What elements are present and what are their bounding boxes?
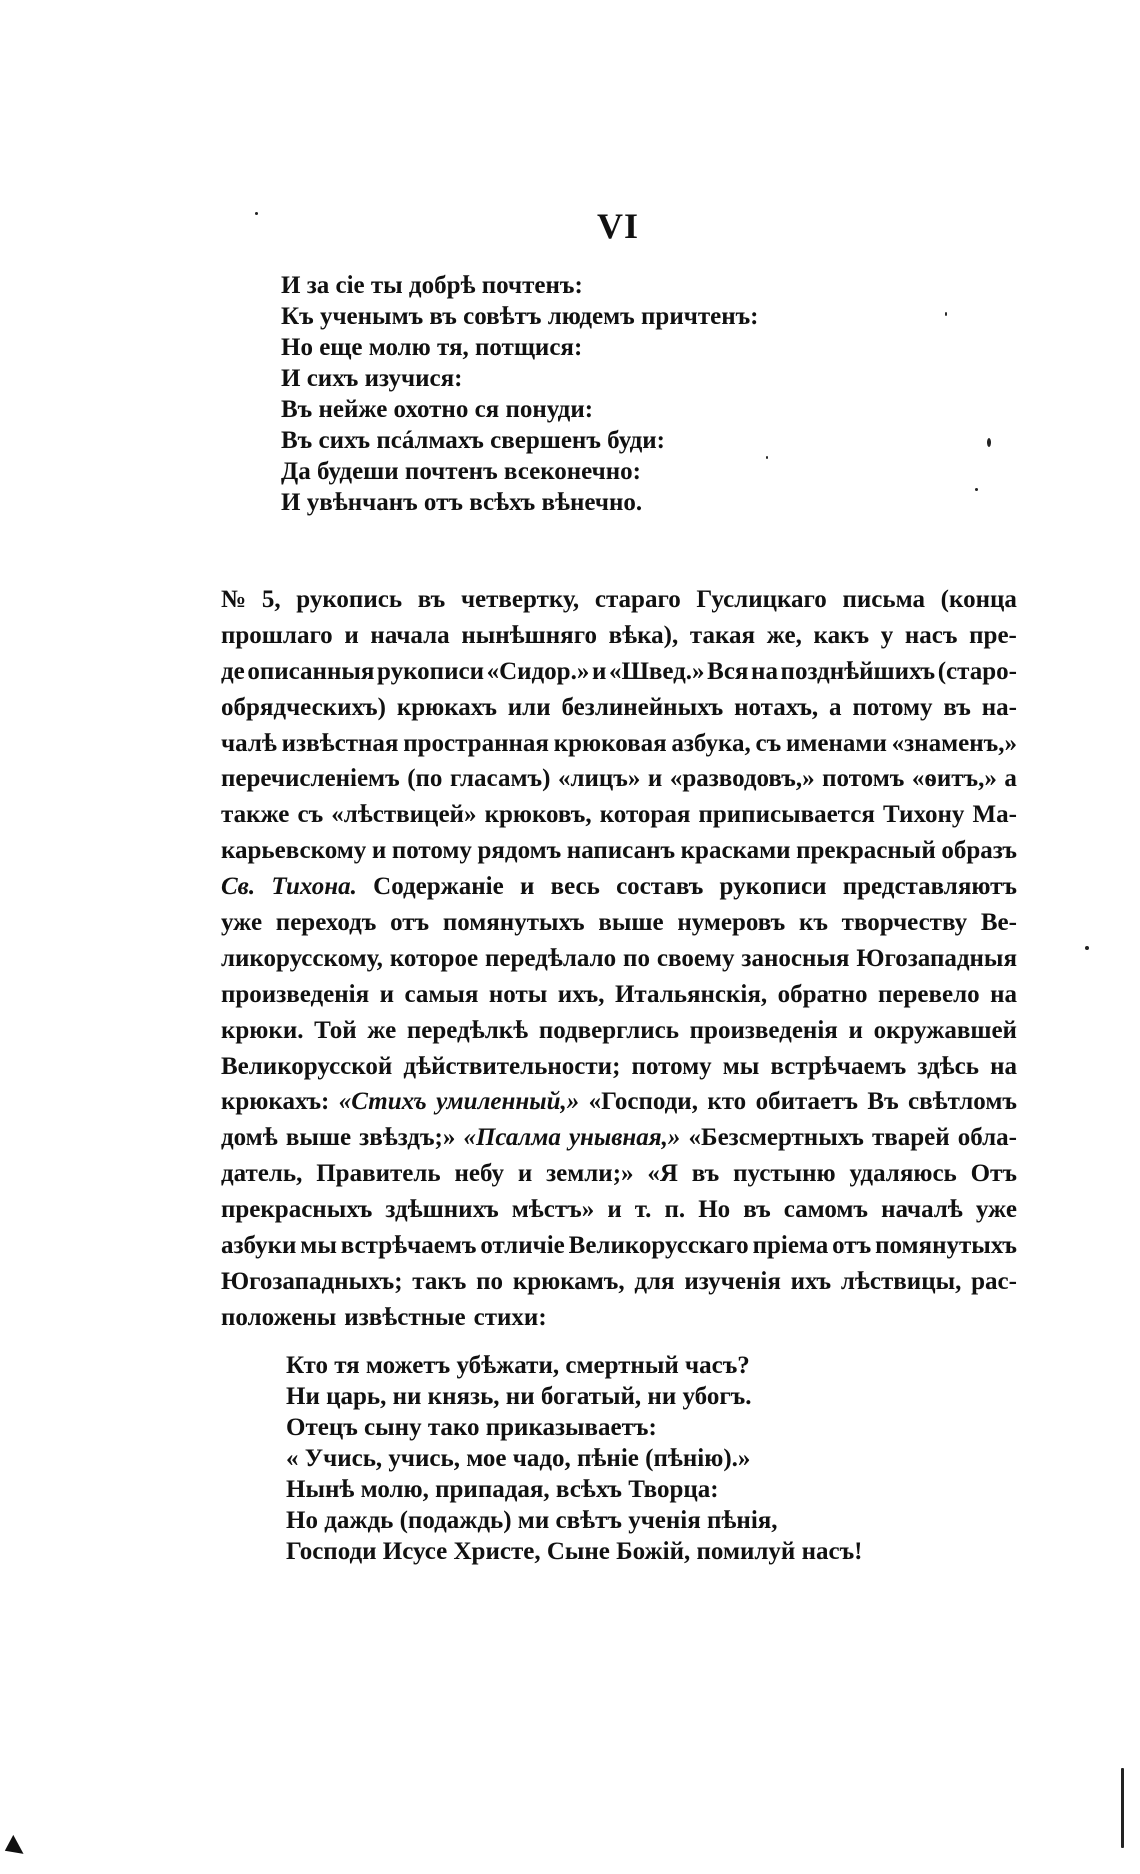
- verse-top: [281, 270, 759, 518]
- text-line: ликорусскому, которое передѣлало по своему заносныя Югозападныя: [221, 944, 1017, 972]
- page-number: VI: [597, 206, 640, 246]
- verse-line: Отецъ сыну тако приказываетъ:: [286, 1414, 657, 1441]
- verse-line: Но даждь (подаждь) ми свѣтъ ученія пѣнія,: [286, 1507, 778, 1534]
- verse-line: И сихъ изучися:: [281, 365, 463, 392]
- text-line: карьевскому и потому рядомъ написанъ красками прекрасный образъ: [221, 837, 1017, 865]
- verse-line: Да будеши почтенъ всеконечно:: [281, 458, 641, 485]
- speck: [255, 212, 258, 215]
- text-line: перечисленіемъ (по гласамъ) «лицъ» и «разводовъ,» потомъ «ѳитъ,» а: [221, 765, 1017, 793]
- paragraph: [221, 582, 1017, 1336]
- corner-mark-icon: [5, 1835, 29, 1859]
- verse-line: Нынѣ молю, припадая, всѣхъ Творца:: [286, 1476, 719, 1503]
- text-line: № 5, рукопись въ четвертку, стараго Гуслицкаго письма (конца: [221, 586, 1017, 613]
- text-line: де описанныя рукописи «Сидор.» и «Швед.» Вся на позднѣйшихъ (старо-: [221, 657, 1017, 685]
- verse-line: Къ ученымъ въ совѣтъ людемъ причтенъ:: [281, 303, 759, 330]
- verse-line: Въ сихъ псáлмахъ свершенъ буди:: [281, 427, 666, 454]
- text-line: положены извѣстные стихи:: [221, 1303, 547, 1331]
- text-line: азбуки мы встрѣчаемъ отличіе Великорусскаго пріема отъ помянутыхъ: [221, 1232, 1017, 1260]
- text-line: датель, Правитель небу и земли;» «Я въ пустыню удаляюсь Отъ: [221, 1160, 1017, 1188]
- verse-line: Въ нейже охотно ся понуди:: [281, 396, 594, 423]
- speck: [766, 456, 768, 459]
- speck: [1121, 1768, 1124, 1848]
- text-line: уже переходъ отъ помянутыхъ выше нумеровъ къ творчеству Ве-: [221, 909, 1017, 937]
- text-line: крюки. Той же передѣлкѣ подверглись произведенія и окружавшей: [221, 1016, 1017, 1044]
- text-line: чалѣ извѣстная пространная крюковая азбука, съ именами «знаменъ,»: [221, 729, 1017, 757]
- text-line: также съ «лѣствицей» крюковъ, которая приписывается Тихону Ма-: [221, 801, 1017, 829]
- speck: [975, 488, 978, 491]
- speck: [945, 312, 947, 316]
- text-line: домѣ выше звѣздъ;» «Псалма унывная,» «Безсмертныхъ тварей обла-: [221, 1124, 1017, 1152]
- verse-line: « Учись, учись, мое чадо, пѣніе (пѣнію).»: [286, 1445, 751, 1472]
- text-line: Югозападныхъ; такъ по крюкамъ, для изученія ихъ лѣствицы, рас-: [221, 1267, 1017, 1295]
- verse-line: Ни царь, ни князь, ни богатый, ни убогъ.: [286, 1383, 752, 1410]
- verse-line: Господи Исусе Христе, Сыне Божій, помилуй насъ!: [286, 1538, 863, 1565]
- text-line: прекрасныхъ здѣшнихъ мѣстъ» и т. п. Но въ самомъ началѣ уже: [221, 1196, 1017, 1224]
- verse-line: Кто тя можетъ убѣжати, смертный часъ?: [286, 1352, 750, 1379]
- verse-bottom: [286, 1350, 862, 1567]
- speck: [1085, 946, 1089, 950]
- speck: [987, 438, 991, 447]
- text-line: крюкахъ: «Стихъ умиленный,» «Господи, кто обитаетъ Въ свѣтломъ: [221, 1088, 1017, 1116]
- verse-line: Но еще молю тя, потщися:: [281, 334, 583, 361]
- text-line: Св. Тихона. Содержаніе и весь составъ рукописи представляютъ: [221, 873, 1017, 901]
- text-line: произведенія и самыя ноты ихъ, Итальянскія, обратно перевело на: [221, 980, 1017, 1008]
- verse-line: И за сіе ты добрѣ почтенъ:: [281, 272, 583, 299]
- text-line: прошлаго и начала нынѣшняго вѣка), такая же, какъ у насъ пре-: [221, 621, 1017, 649]
- text-line: обрядческихъ) крюкахъ или безлинейныхъ нотахъ, а потому въ на-: [221, 693, 1017, 721]
- text-line: Великорусской дѣйствительности; потому мы встрѣчаемъ здѣсь на: [221, 1052, 1017, 1080]
- verse-line: И увѣнчанъ отъ всѣхъ вѣнечно.: [281, 489, 643, 516]
